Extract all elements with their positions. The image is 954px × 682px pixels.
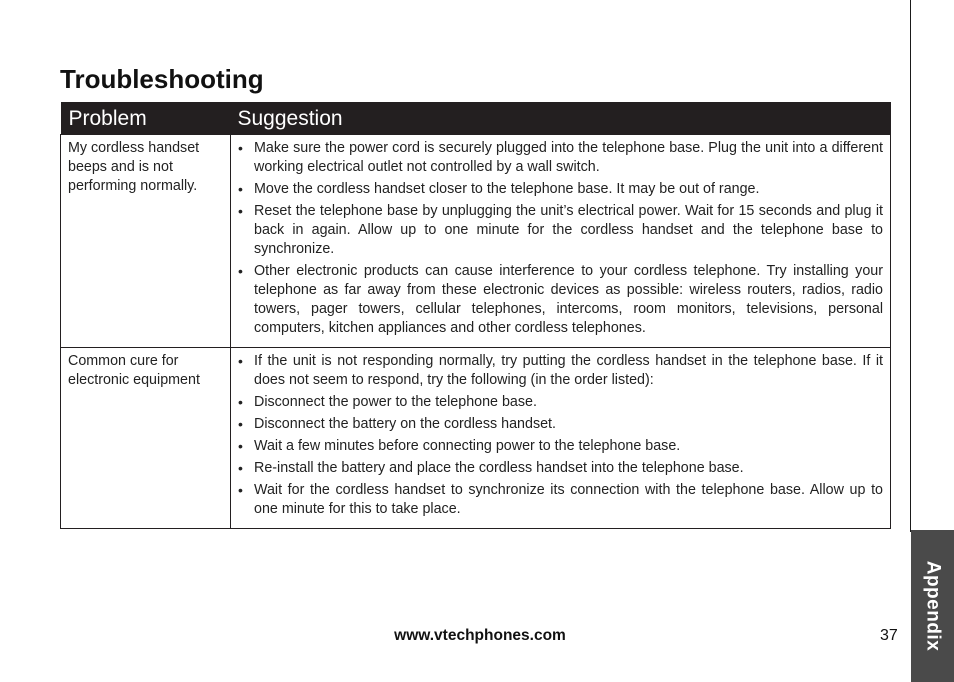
list-item bbox=[238, 202, 883, 259]
bullet-icon: • bbox=[238, 415, 243, 432]
suggestion-cell bbox=[231, 134, 891, 347]
header-problem: Problem bbox=[61, 102, 231, 134]
suggestion-text: Move the cordless handset closer to the telephone base. It may be out of range. bbox=[254, 180, 760, 197]
suggestion-list bbox=[238, 139, 883, 338]
problem-cell: My cordless handset beeps and is not performing normally. bbox=[61, 134, 231, 347]
table-row bbox=[61, 347, 891, 528]
list-item bbox=[238, 262, 883, 338]
list-item bbox=[238, 393, 883, 412]
bullet-icon: • bbox=[238, 139, 243, 156]
bullet-icon: • bbox=[238, 352, 243, 369]
suggestion-text: Disconnect the power to the telephone base. bbox=[254, 393, 537, 410]
bullet-icon: • bbox=[238, 437, 243, 454]
suggestion-text: Re-install the battery and place the cordless handset into the telephone base. bbox=[254, 459, 744, 476]
page-title: Troubleshooting bbox=[60, 64, 264, 94]
suggestion-text: Wait for the cordless handset to synchronize its connection with the telephone base. Allow up to one minute for this to take place. bbox=[254, 481, 883, 517]
table-row bbox=[61, 134, 891, 347]
page-number: 37 bbox=[880, 627, 898, 644]
footer-url[interactable]: www.vtechphones.com bbox=[394, 627, 566, 644]
suggestion-text: Wait a few minutes before connecting power to the telephone base. bbox=[254, 437, 681, 454]
suggestion-text: Reset the telephone base by unplugging the unit’s electrical power. Wait for 15 seconds and plug it back in again. Allow up to one minute for the cordless handset and the telephone base to synchronize. bbox=[254, 202, 883, 257]
list-item bbox=[238, 139, 883, 177]
list-item bbox=[238, 180, 883, 199]
side-tab-label: Appendix bbox=[922, 560, 944, 652]
bullet-icon: • bbox=[238, 393, 243, 410]
suggestion-cell bbox=[231, 347, 891, 528]
list-item bbox=[238, 415, 883, 434]
problem-cell: Common cure for electronic equipment bbox=[61, 347, 231, 528]
suggestion-text: Disconnect the battery on the cordless handset. bbox=[254, 415, 557, 432]
header-suggestion: Suggestion bbox=[231, 102, 891, 134]
troubleshooting-table bbox=[60, 102, 891, 529]
bullet-icon: • bbox=[238, 202, 243, 219]
suggestion-text: If the unit is not responding normally, try putting the cordless handset in the telephone base. If it does not seem to respond, try the following (in the order listed): bbox=[254, 352, 883, 388]
right-margin-rule bbox=[910, 0, 911, 532]
bullet-icon: • bbox=[238, 262, 243, 279]
list-item bbox=[238, 352, 883, 390]
list-item bbox=[238, 459, 883, 478]
table-header-row bbox=[61, 102, 891, 134]
suggestion-list bbox=[238, 352, 883, 519]
suggestion-text: Other electronic products can cause interference to your cordless telephone. Try installing your telephone as far away from these electronic devices as possible: wireless routers, radios, radio towers, pager towers, cellular telephones, intercoms, room monitors, televisions, personal computers, kitchen appliances and other cordless telephones. bbox=[254, 262, 883, 336]
suggestion-text: Make sure the power cord is securely plugged into the telephone base. Plug the unit into a different working electrical outlet not controlled by a wall switch. bbox=[254, 139, 883, 175]
list-item bbox=[238, 481, 883, 519]
bullet-icon: • bbox=[238, 459, 243, 476]
bullet-icon: • bbox=[238, 481, 243, 498]
appendix-side-tab bbox=[911, 530, 954, 682]
bullet-icon: • bbox=[238, 180, 243, 197]
list-item bbox=[238, 437, 883, 456]
